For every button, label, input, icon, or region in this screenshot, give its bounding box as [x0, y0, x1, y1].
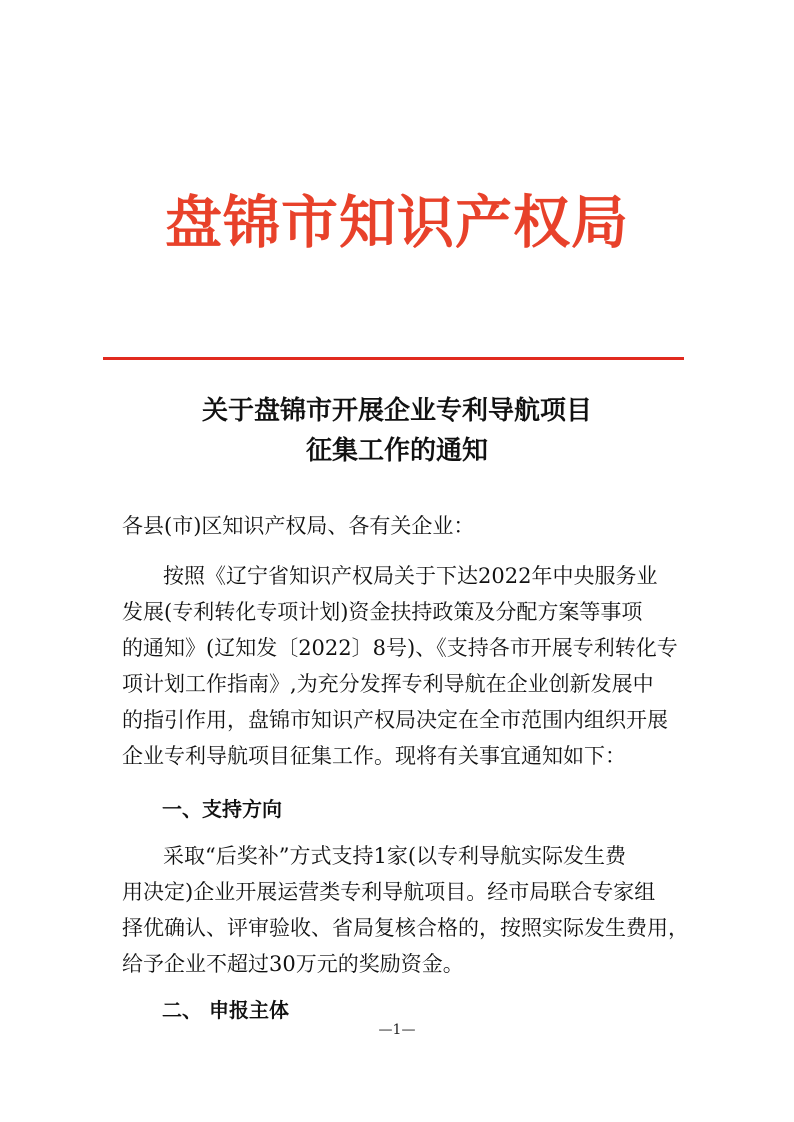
section1-line: 择优确认、评审验收、省局复核合格的，按照实际发生费用， — [122, 916, 689, 940]
document-title-line-1: 关于盘锦市开展企业专利导航项目 — [201, 396, 592, 426]
section1-line: 采取“后奖补”方式支持1家(以专利导航实际发生费 — [163, 844, 627, 868]
intro-line: 企业专利导航项目征集工作。现将有关事宜通知如下： — [122, 744, 626, 768]
section-heading-support-direction: 一、支持方向 — [162, 797, 282, 821]
section1-line: 给予企业不超过30万元的奖励资金。 — [122, 952, 464, 976]
intro-line: 按照《辽宁省知识产权局关于下达2022年中央服务业 — [163, 564, 658, 588]
intro-line: 项计划工作指南》,为充分发挥专利导航在企业创新发展中 — [122, 672, 654, 696]
document-title-line-2: 征集工作的通知 — [305, 436, 488, 466]
intro-line: 发展(专利转化专项计划)资金扶持政策及分配方案等事项 — [122, 600, 643, 624]
intro-line: 的通知》(辽知发〔2022〕8号)、《支持各市开展专利转化专 — [122, 636, 678, 660]
section1-line: 用决定)企业开展运营类专利导航项目。经市局联合专家组 — [122, 880, 656, 904]
salutation: 各县(市)区知识产权局、各有关企业： — [122, 514, 475, 538]
section-heading-applicant: 二、 申报主体 — [162, 998, 289, 1022]
red-divider-line — [103, 357, 684, 360]
intro-line: 的指引作用，盘锦市知识产权局决定在全市范围内组织开展 — [122, 708, 668, 732]
page-number: —1— — [378, 1022, 416, 1038]
issuing-authority-header: 盘锦市知识产权局 — [165, 189, 629, 256]
